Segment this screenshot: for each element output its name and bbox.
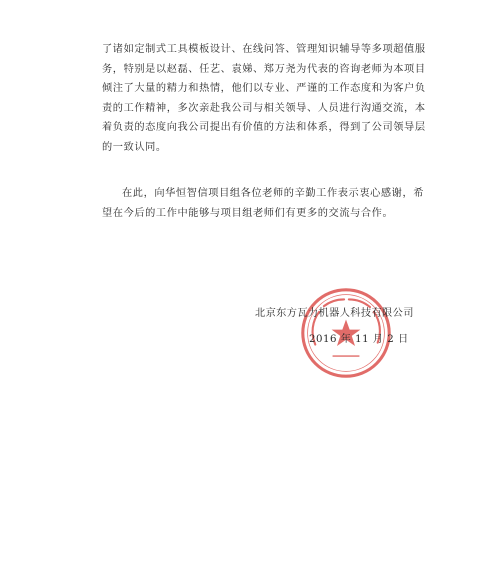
paragraph-2-line: 在此，向华恒智信项目组各位老师的辛勤工作表示衷心感谢，希 (122, 188, 425, 199)
paragraph-1-line: 了诸如定制式工具模板设计、在线问答、管理知识辅导等多项超值服 (102, 44, 426, 55)
paragraph-1-line: 的一致认同。 (102, 141, 167, 153)
company-name: 北京东方瓦力机器人科技有限公司 (255, 308, 414, 319)
paragraph-1-line: 倾注了大量的精力和热情，他们以专业、严谨的工作态度和为客户负 (102, 83, 426, 94)
paragraph-1-line: 务，特别是以赵磊、任艺、袁娣、郑万尧为代表的咨询老师为本项目 (102, 63, 426, 75)
paragraph-2 (102, 184, 425, 223)
paragraph-2-line: 望在今后的工作中能够与项目组老师们有更多的交流与合作。 (102, 207, 394, 219)
paragraph-1-line: 着负责的态度向我公司提出有价值的方法和体系，得到了公司领导层 (102, 122, 426, 133)
paragraph-1 (102, 40, 426, 157)
paragraph-1-line: 责的工作精神，多次亲赴我公司与相关领导、人员进行沟通交流，本 (102, 102, 426, 114)
letter-date: 2016 年 11 月 2 日 (309, 334, 409, 345)
